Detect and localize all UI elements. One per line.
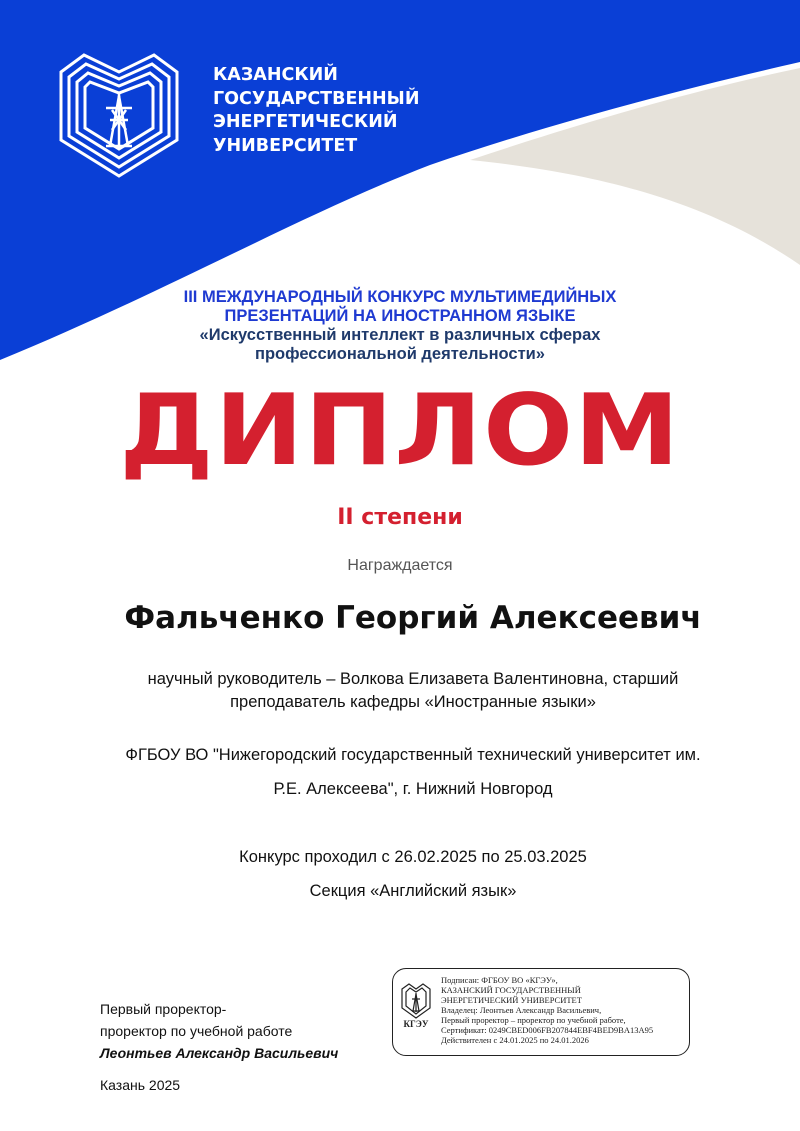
university-name-line: ГОСУДАРСТВЕННЫЙ bbox=[213, 88, 420, 109]
awarded-label: Награждается bbox=[347, 557, 453, 574]
signer-position: проректор по учебной работе bbox=[100, 1023, 293, 1039]
signer-block bbox=[100, 998, 338, 1064]
stamp-logo-icon bbox=[401, 983, 431, 1019]
supervisor-line: преподаватель кафедры «Иностранные языки» bbox=[230, 693, 596, 711]
contest-theme-line: профессиональной деятельности» bbox=[255, 345, 545, 363]
university-name-line: ЭНЕРГЕТИЧЕСКИЙ bbox=[213, 112, 398, 132]
contest-period: Конкурс проходил с 26.02.2025 по 25.03.2025 bbox=[239, 848, 587, 866]
signer-position: Первый проректор- bbox=[100, 1001, 227, 1017]
stamp-line: ЭНЕРГЕТИЧЕСКИЙ УНИВЕРСИТЕТ bbox=[441, 995, 582, 1005]
contest-title-line: ПРЕЗЕНТАЦИЙ НА ИНОСТРАННОМ ЯЗЫКЕ bbox=[224, 307, 576, 325]
city-year: Казань 2025 bbox=[100, 1077, 181, 1093]
signer-name: Леонтьев Александр Васильевич bbox=[100, 1045, 339, 1061]
contest-section: Секция «Английский язык» bbox=[309, 882, 517, 900]
digital-signature-stamp bbox=[392, 968, 690, 1056]
institution-line: Р.Е. Алексеева", г. Нижний Новгород bbox=[273, 780, 553, 798]
contest-title-line: III МЕЖДУНАРОДНЫЙ КОНКУРС МУЛЬТИМЕДИЙНЫХ bbox=[183, 288, 617, 306]
institution-line: ФГБОУ ВО "Нижегородский государственный технический университет им. bbox=[125, 746, 701, 764]
supervisor-line: научный руководитель – Волкова Елизавета Валентиновна, старший bbox=[147, 670, 679, 688]
stamp-abbreviation: КГЭУ bbox=[403, 1019, 429, 1029]
stamp-line: Сертификат: 0249CBED006FB207844EBF4BED9BA13A95 bbox=[441, 1025, 654, 1035]
contest-title bbox=[150, 288, 650, 364]
stamp-line: Подписан: ФГБОУ ВО «КГЭУ», bbox=[441, 975, 558, 985]
university-name-line: КАЗАНСКИЙ bbox=[213, 65, 338, 85]
stamp-line: Действителен с 24.01.2025 по 24.01.2026 bbox=[441, 1035, 589, 1045]
university-logo-icon bbox=[58, 50, 180, 182]
stamp-line: Владелец: Леонтьев Александр Васильевич, bbox=[441, 1005, 602, 1015]
stamp-text bbox=[441, 975, 653, 1045]
recipient-name: Фальченко Георгий Алексеевич bbox=[124, 600, 702, 636]
diploma-heading: ДИПЛОМ bbox=[119, 374, 681, 488]
diploma-degree: II степени bbox=[337, 505, 463, 530]
contest-theme-line: «Искусственный интеллект в различных сферах bbox=[199, 326, 601, 344]
stamp-line: Первый проректор – проректор по учебной работе, bbox=[441, 1015, 626, 1025]
university-name bbox=[213, 64, 419, 158]
stamp-line: КАЗАНСКИЙ ГОСУДАРСТВЕННЫЙ bbox=[441, 985, 581, 995]
university-name-line: УНИВЕРСИТЕТ bbox=[213, 135, 358, 156]
